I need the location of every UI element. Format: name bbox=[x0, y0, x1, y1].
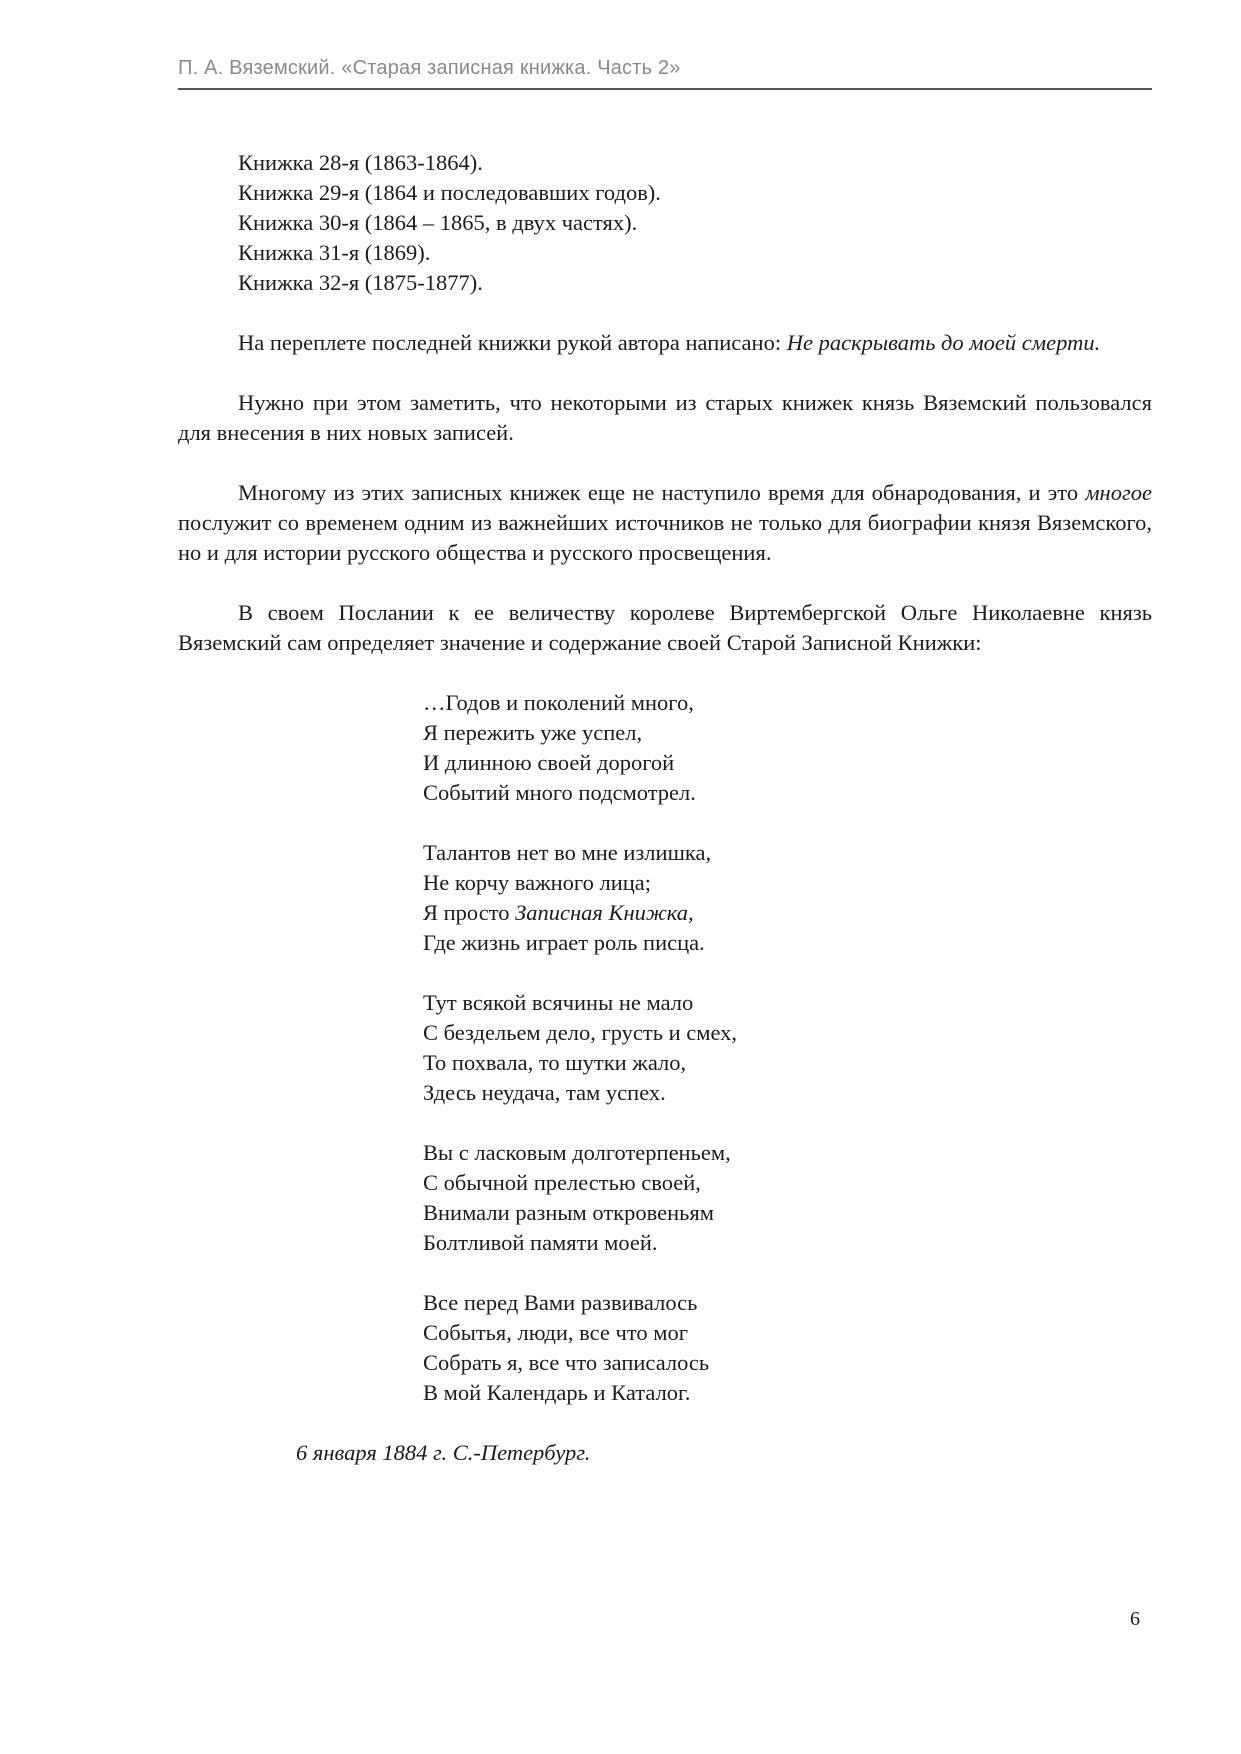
notebook-list bbox=[238, 148, 1152, 298]
poem-line bbox=[423, 898, 1152, 928]
poem-line: Все перед Вами развивалось bbox=[423, 1290, 698, 1315]
poem-line-italic: Записная Книжка, bbox=[515, 900, 694, 925]
poem-line: Событья, люди, все что мог bbox=[423, 1320, 688, 1345]
poem-line: Талантов нет во мне излишка, bbox=[423, 840, 712, 865]
paragraph-significance bbox=[178, 478, 1152, 568]
poem-line: То похвала, то шутки жало, bbox=[423, 1050, 687, 1075]
poem-line: Тут всякой всячины не мало bbox=[423, 990, 694, 1015]
poem-line: Болтливой памяти моей. bbox=[423, 1230, 658, 1255]
list-item: Книжка 32-я (1875-1877). bbox=[238, 270, 483, 295]
list-item: Книжка 30-я (1864 – 1865, в двух частях). bbox=[238, 210, 638, 235]
paragraph-text: послужит со временем одним из важнейших источников не только для биографии князя Вяземского, но и для истории русского общества и русского просвещения. bbox=[178, 510, 1152, 565]
poem-stanza bbox=[423, 1138, 1152, 1258]
paragraph-text: На переплете последней книжки рукой автора написано: bbox=[238, 330, 787, 355]
poem-stanza bbox=[423, 988, 1152, 1108]
poem-line: И длинною своей дорогой bbox=[423, 750, 675, 775]
poem-line: С бездельем дело, грусть и смех, bbox=[423, 1020, 738, 1045]
poem-line: Не корчу важного лица; bbox=[423, 870, 652, 895]
poem-line: Вы с ласковым долготерпеньем, bbox=[423, 1140, 731, 1165]
page-body bbox=[178, 148, 1152, 1468]
paragraph-reuse-note: Нужно при этом заметить, что некоторыми из старых книжек князь Вяземский пользовался для внесения в них новых записей. bbox=[178, 390, 1152, 445]
list-item: Книжка 29-я (1864 и последовавших годов). bbox=[238, 180, 661, 205]
paragraph-text: Многому из этих записных книжек еще не наступило время для обнародования, и это bbox=[238, 480, 1086, 505]
poem-line: Здесь неудача, там успех. bbox=[423, 1080, 666, 1105]
poem-stanza bbox=[423, 838, 1152, 958]
list-item: Книжка 31-я (1869). bbox=[238, 240, 431, 265]
poem-line: Собрать я, все что записалось bbox=[423, 1350, 710, 1375]
poem bbox=[423, 688, 1152, 1408]
poem-stanza bbox=[423, 688, 1152, 808]
paragraph-italic-quote: Не раскрывать до моей смерти. bbox=[786, 330, 1101, 355]
running-header-title: П. А. Вяземский. «Старая записная книжка. Часть 2» bbox=[178, 57, 681, 79]
running-header bbox=[178, 56, 1152, 90]
poem-line: Событий много подсмотрел. bbox=[423, 780, 696, 805]
paragraph-epistle-intro: В своем Послании к ее величеству королеве Виртембергской Ольге Николаевне князь Вяземский сам определяет значение и содержание своей Старой Записной Книжки: bbox=[178, 600, 1152, 655]
poem-line: Внимали разным откровеньям bbox=[423, 1200, 714, 1225]
page-number: 6 bbox=[1130, 1608, 1140, 1630]
poem-line: Где жизнь играет роль писца. bbox=[423, 930, 705, 955]
dateline: 6 января 1884 г. С.-Петербург. bbox=[296, 1440, 591, 1465]
poem-line: Я пережить уже успел, bbox=[423, 720, 643, 745]
paragraph-italic-word: многое bbox=[1085, 480, 1152, 505]
poem-line: В мой Календарь и Каталог. bbox=[423, 1380, 691, 1405]
poem-stanza bbox=[423, 1288, 1152, 1408]
poem-line: С обычной прелестью своей, bbox=[423, 1170, 701, 1195]
paragraph-cover-inscription bbox=[178, 328, 1152, 358]
poem-line: …Годов и поколений много, bbox=[423, 690, 694, 715]
list-item: Книжка 28-я (1863-1864). bbox=[238, 150, 483, 175]
poem-line-text: Я просто bbox=[423, 900, 516, 925]
